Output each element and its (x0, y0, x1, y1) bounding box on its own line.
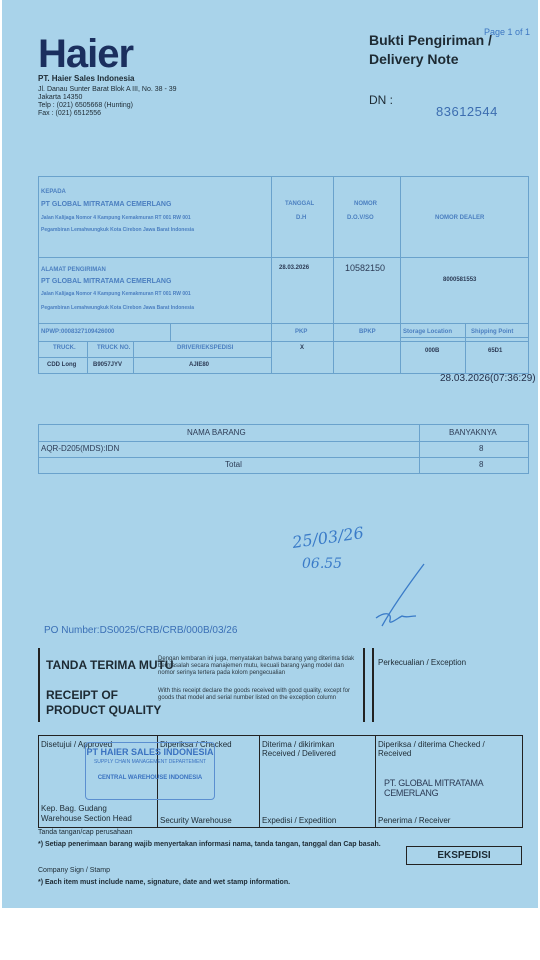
tanggal-value: 28.03.2026 (279, 265, 310, 271)
alamat-address-2: Pegambiran Lemahwungkuk Kota Cirebon Jawa Barat Indonesia (41, 305, 195, 311)
ekspedisi-box: EKSPEDISI (406, 846, 522, 865)
nomor-label: NOMOR (354, 201, 377, 207)
footer-line-3: Company Sign / Stamp (38, 867, 110, 874)
tanda-terima-title: TANDA TERIMA MUTU (46, 658, 174, 672)
dealer-value: 8000581553 (443, 277, 477, 283)
tanda-terima-text: Dengan lembaran ini juga, menyatakan bahwa barang yang diterima tidak bermasalah secara manajemen mutu, kecuali barang yang model dan nomor serinya tertera pada kolom pengecualian (158, 656, 355, 676)
shipping-label: Shipping Point (471, 329, 514, 335)
po-number: PO Number:DS0025/CRB/CRB/000B/03/26 (44, 625, 238, 636)
signature-scribble (362, 560, 452, 640)
receipt-quality-title: RECEIPT OF PRODUCT QUALITY (46, 688, 162, 717)
approved-foot-1: Kep. Bag. Gudang (41, 804, 107, 813)
shipping-value: 65D1 (488, 348, 503, 354)
footer-line-4: *) Each item must include name, signature, date and wet stamp information. (38, 879, 291, 886)
total-qty: 8 (479, 460, 484, 469)
driver-value: AJIE80 (189, 362, 210, 368)
dealer-label: NOMOR DEALER (435, 215, 485, 221)
kepada-address-1: Jalan Kalijaga Nomor 4 Kampung Kemakmuran RT 001 RW 001 (41, 215, 191, 221)
items-table (38, 424, 529, 474)
truck-no-label: TRUCK NO. (97, 345, 131, 351)
delivered-column (260, 736, 376, 827)
delivery-note-paper (2, 0, 538, 908)
alamat-label: ALAMAT PENGIRIMAN (41, 267, 106, 273)
col-nama-barang: NAMA BARANG (187, 428, 246, 437)
tanggal-sublabel: D.H (296, 215, 307, 221)
document-title-2: Delivery Note (369, 51, 459, 67)
total-label: Total (225, 460, 242, 469)
dn-number: 83612544 (436, 104, 498, 119)
address-line-2: Jakarta 14350 (38, 94, 83, 101)
document-title-1: Bukti Pengiriman / (369, 32, 492, 48)
company-name: PT. Haier Sales Indonesia (38, 74, 135, 83)
receipt-quality-text: With this receipt declare the goods received with good quality, except for goods that model and serial number listed on the exception column (158, 688, 350, 701)
kepada-label: KEPADA (41, 189, 66, 195)
page-indicator: Page 1 of 1 (484, 27, 531, 37)
alamat-address-1: Jalan Kalijaga Nomor 4 Kampung Kemakmuran RT 001 RW 001 (41, 291, 191, 297)
delivered-label: Diterima / dikirimkan Received / Delivered (262, 740, 336, 758)
quality-receipt-box (38, 648, 365, 722)
received-label: Diperiksa / diterima Checked / Received (378, 740, 485, 758)
npwp: NPWP:0008327109426000 (41, 329, 115, 335)
checked-label: Diperiksa / Checked (160, 740, 232, 749)
approved-foot-2: Warehouse Section Head (41, 814, 132, 823)
phone-line: Telp : (021) 6505668 (Hunting) (38, 102, 133, 109)
fax-line: Fax : (021) 6512556 (38, 110, 102, 117)
received-foot: Penerima / Receiver (378, 816, 451, 825)
stamp-company: PT HAIER SALES INDONESIA (86, 747, 214, 757)
exception-box (372, 648, 492, 722)
item-name: AQR-D205(MDS):IDN (41, 444, 120, 453)
footer-line-2: *) Setiap penerimaan barang wajib menyertakan informasi nama, tanda tangan, tanggal dan Cap basah. (38, 841, 381, 848)
exception-label: Perkecualian / Exception (378, 658, 467, 667)
checked-foot: Security Warehouse (160, 816, 232, 825)
col-banyaknya: BANYAKNYA (449, 428, 497, 437)
truck-label: TRUCK. (53, 345, 76, 351)
pkp-label: PKP (295, 329, 308, 335)
stamp-warehouse: CENTRAL WAREHOUSE INDONESIA (97, 775, 203, 781)
approved-label: Disetujui / Approved (41, 740, 113, 749)
tanggal-label: TANGGAL (285, 201, 315, 207)
handwritten-time: 06.55 (302, 556, 343, 572)
kepada-name: PT GLOBAL MITRATAMA CEMERLANG (41, 201, 172, 208)
handwritten-date: 25/03/26 (291, 523, 365, 552)
print-timestamp: 28.03.2026(07:36:29) (440, 373, 536, 384)
kepada-address-2: Pegambiran Lemahwungkuk Kota Cirebon Jawa Barat Indonesia (41, 227, 195, 233)
warehouse-stamp (85, 742, 215, 800)
storage-label: Storage Location (403, 329, 453, 335)
signature-table (38, 735, 523, 828)
dn-label: DN : (369, 93, 393, 107)
footer-line-1: Tanda tangan/cap perusahaan (38, 829, 133, 836)
driver-label: DRIVER/EKSPEDISI (177, 345, 234, 351)
truck-value: CDD Long (47, 362, 77, 368)
pkp-value: X (300, 345, 305, 351)
storage-value: 000B (425, 348, 440, 354)
recipient-table (38, 176, 529, 374)
receiver-stamp: PT. GLOBAL MITRATAMA CEMERLANG (384, 778, 483, 798)
nomor-value: 10582150 (345, 263, 386, 273)
item-qty: 8 (479, 444, 484, 453)
bpkp-label: BPKP (359, 329, 376, 335)
stamp-department: SUPPLY CHAIN MANAGEMENT DEPARTEMENT (93, 759, 207, 765)
delivered-foot: Expedisi / Expedition (262, 816, 337, 825)
alamat-name: PT GLOBAL MITRATAMA CEMERLANG (41, 278, 172, 285)
haier-logo: Haier (38, 32, 134, 76)
truck-no-value: B9057JYV (93, 362, 123, 368)
nomor-sublabel: D.O.V/SO (347, 215, 374, 221)
address-line-1: Jl. Danau Sunter Barat Blok A III, No. 38 - 39 (38, 86, 177, 93)
